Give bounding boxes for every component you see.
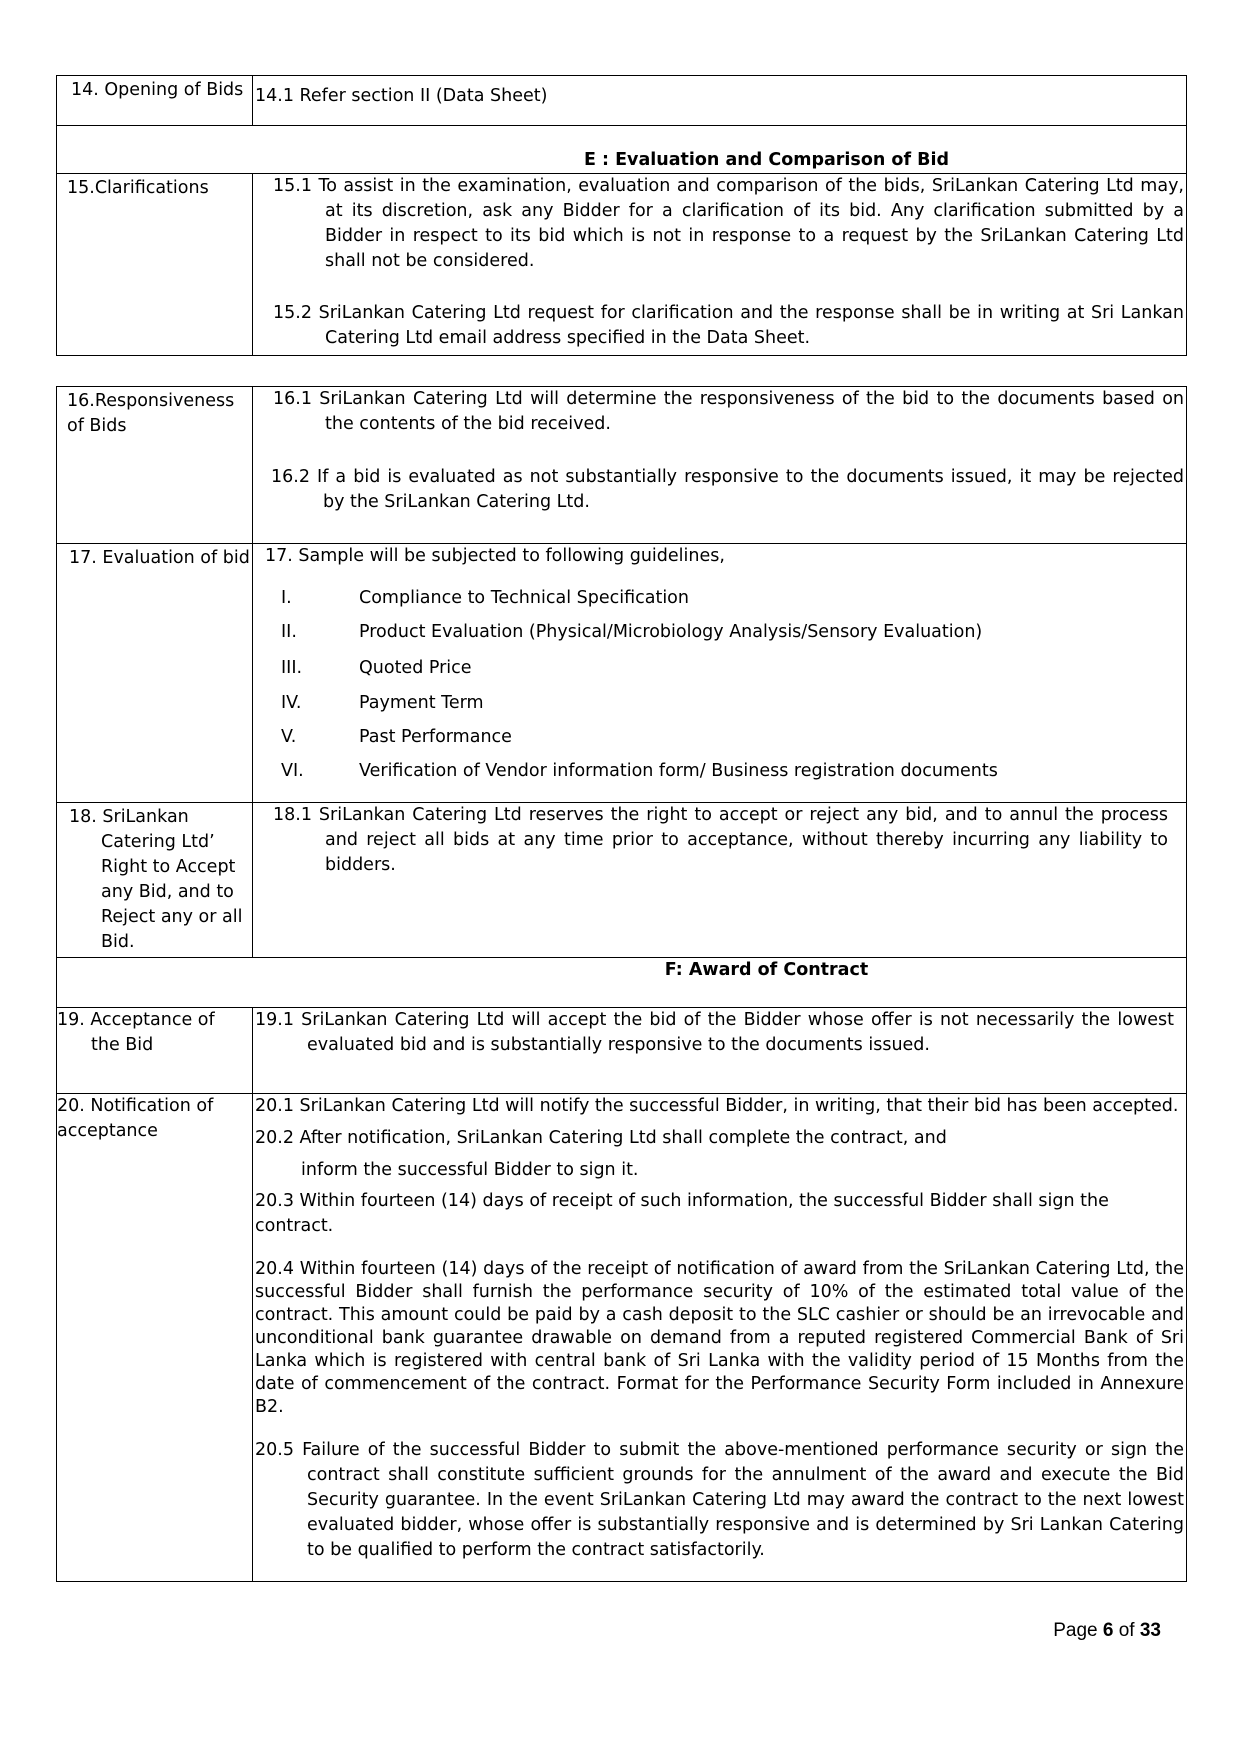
table-row bbox=[57, 1094, 1187, 1582]
paragraph: 15.1 To assist in the examination, evaluation and comparison of the bids, SriLankan Catering Ltd may, at its discretion, ask any Bidder for a clarification of its bid. Any clarification submitted by a Bidder in respect to its bid which is not in response to a request by the SriLankan Catering Ltd shall not be considered. bbox=[273, 176, 1184, 271]
clause-text bbox=[253, 174, 1187, 356]
clause-text bbox=[253, 1094, 1187, 1582]
paragraph: 16.2 If a bid is evaluated as not substantially responsive to the documents issued, it may be rejected by the SriLankan Catering Ltd. bbox=[271, 467, 1184, 512]
clause-label: 20. Notification of acceptance bbox=[57, 1094, 253, 1582]
paragraph: 16.1 SriLankan Catering Ltd will determine the responsiveness of the bid to the documents based on the contents of the bid received. bbox=[273, 389, 1184, 434]
bid-table-2 bbox=[56, 386, 1187, 1582]
paragraph: 14.1 Refer section II (Data Sheet) bbox=[255, 86, 548, 106]
page-number: Page 6 of 33 bbox=[1053, 1620, 1161, 1641]
clause-label: 17. Evaluation of bid bbox=[57, 544, 253, 803]
clause-text bbox=[253, 76, 1187, 126]
section-header-row bbox=[57, 126, 1187, 174]
clause-label: 19. Acceptance of the Bid bbox=[57, 1008, 253, 1094]
clause-text bbox=[253, 544, 1187, 803]
list-item: VI. Verification of Vendor information form/ Business registration documents bbox=[281, 761, 998, 781]
clause-label: 14. Opening of Bids bbox=[57, 76, 253, 126]
table-row bbox=[57, 174, 1187, 356]
paragraph: inform the successful Bidder to sign it. bbox=[301, 1160, 639, 1180]
list-item: V. Past Performance bbox=[281, 727, 512, 747]
paragraph: 19.1 SriLankan Catering Ltd will accept the bid of the Bidder whose offer is not necessarily the lowest evaluated bid and is substantially responsive to the documents issued. bbox=[255, 1010, 1174, 1055]
clause-text bbox=[253, 803, 1187, 958]
paragraph: 20.2 After notification, SriLankan Catering Ltd shall complete the contract, and bbox=[255, 1128, 947, 1148]
table-row bbox=[57, 76, 1187, 126]
paragraph: 18.1 SriLankan Catering Ltd reserves the right to accept or reject any bid, and to annul the process and reject all bids at any time prior to acceptance, without thereby incurring any liability to bidders. bbox=[273, 805, 1168, 875]
list-item: I. Compliance to Technical Specification bbox=[281, 588, 689, 608]
paragraph: 20.4 Within fourteen (14) days of the receipt of notification of award from the SriLankan Catering Ltd, the successful Bidder shall furnish the performance security of 10% of the estimated total value of the contract. This amount could be paid by a cash deposit to the SLC cashier or should be an irrevocable and unconditional bank guarantee drawable on demand from a reputed registered Commercial Bank of Sri Lanka which is registered with central bank of Sri Lanka with the validity period of 15 Months from the date of commencement of the contract. Format for the Performance Security Form included in Annexure B2. bbox=[255, 1259, 1184, 1417]
table-row bbox=[57, 803, 1187, 958]
clause-text bbox=[253, 387, 1187, 544]
list-item: IV. Payment Term bbox=[281, 693, 484, 713]
list-item: II. Product Evaluation (Physical/Microbiology Analysis/Sensory Evaluation) bbox=[281, 622, 983, 642]
table-row bbox=[57, 387, 1187, 544]
section-header-f: F: Award of Contract bbox=[57, 958, 1187, 1008]
paragraph: 15.2 SriLankan Catering Ltd request for clarification and the response shall be in writing at Sri Lankan Catering Ltd email address specified in the Data Sheet. bbox=[273, 303, 1184, 348]
section-header-row bbox=[57, 958, 1187, 1008]
clause-label: 18. SriLankan Catering Ltd’ Right to Accept any Bid, and to Reject any or all Bid. bbox=[57, 803, 253, 958]
clause-label: 15.Clarifications bbox=[57, 174, 253, 356]
list-item: III. Quoted Price bbox=[281, 658, 472, 678]
section-header-e: E : Evaluation and Comparison of Bid bbox=[57, 126, 1187, 174]
table-row bbox=[57, 544, 1187, 803]
evaluation-list bbox=[265, 586, 1184, 789]
clause-label: 16.Responsiveness of Bids bbox=[57, 387, 253, 544]
paragraph: 20.5 Failure of the successful Bidder to submit the above-mentioned performance security or sign the contract shall constitute sufficient grounds for the annulment of the award and execute the Bid Security guarantee. In the event SriLankan Catering Ltd may award the contract to the next lowest evaluated bidder, whose offer is substantially responsive and is determined by Sri Lankan Catering to be qualified to perform the contract satisfactorily. bbox=[255, 1440, 1184, 1560]
paragraph: 20.1 SriLankan Catering Ltd will notify the successful Bidder, in writing, that their bid has been accepted. bbox=[255, 1096, 1179, 1116]
bid-table-1 bbox=[56, 75, 1187, 356]
paragraph: 20.3 Within fourteen (14) days of receipt of such information, the successful Bidder shall sign the contract. bbox=[255, 1191, 1109, 1236]
clause-text bbox=[253, 1008, 1187, 1094]
table-row bbox=[57, 1008, 1187, 1094]
paragraph: 17. Sample will be subjected to following guidelines, bbox=[265, 546, 725, 566]
